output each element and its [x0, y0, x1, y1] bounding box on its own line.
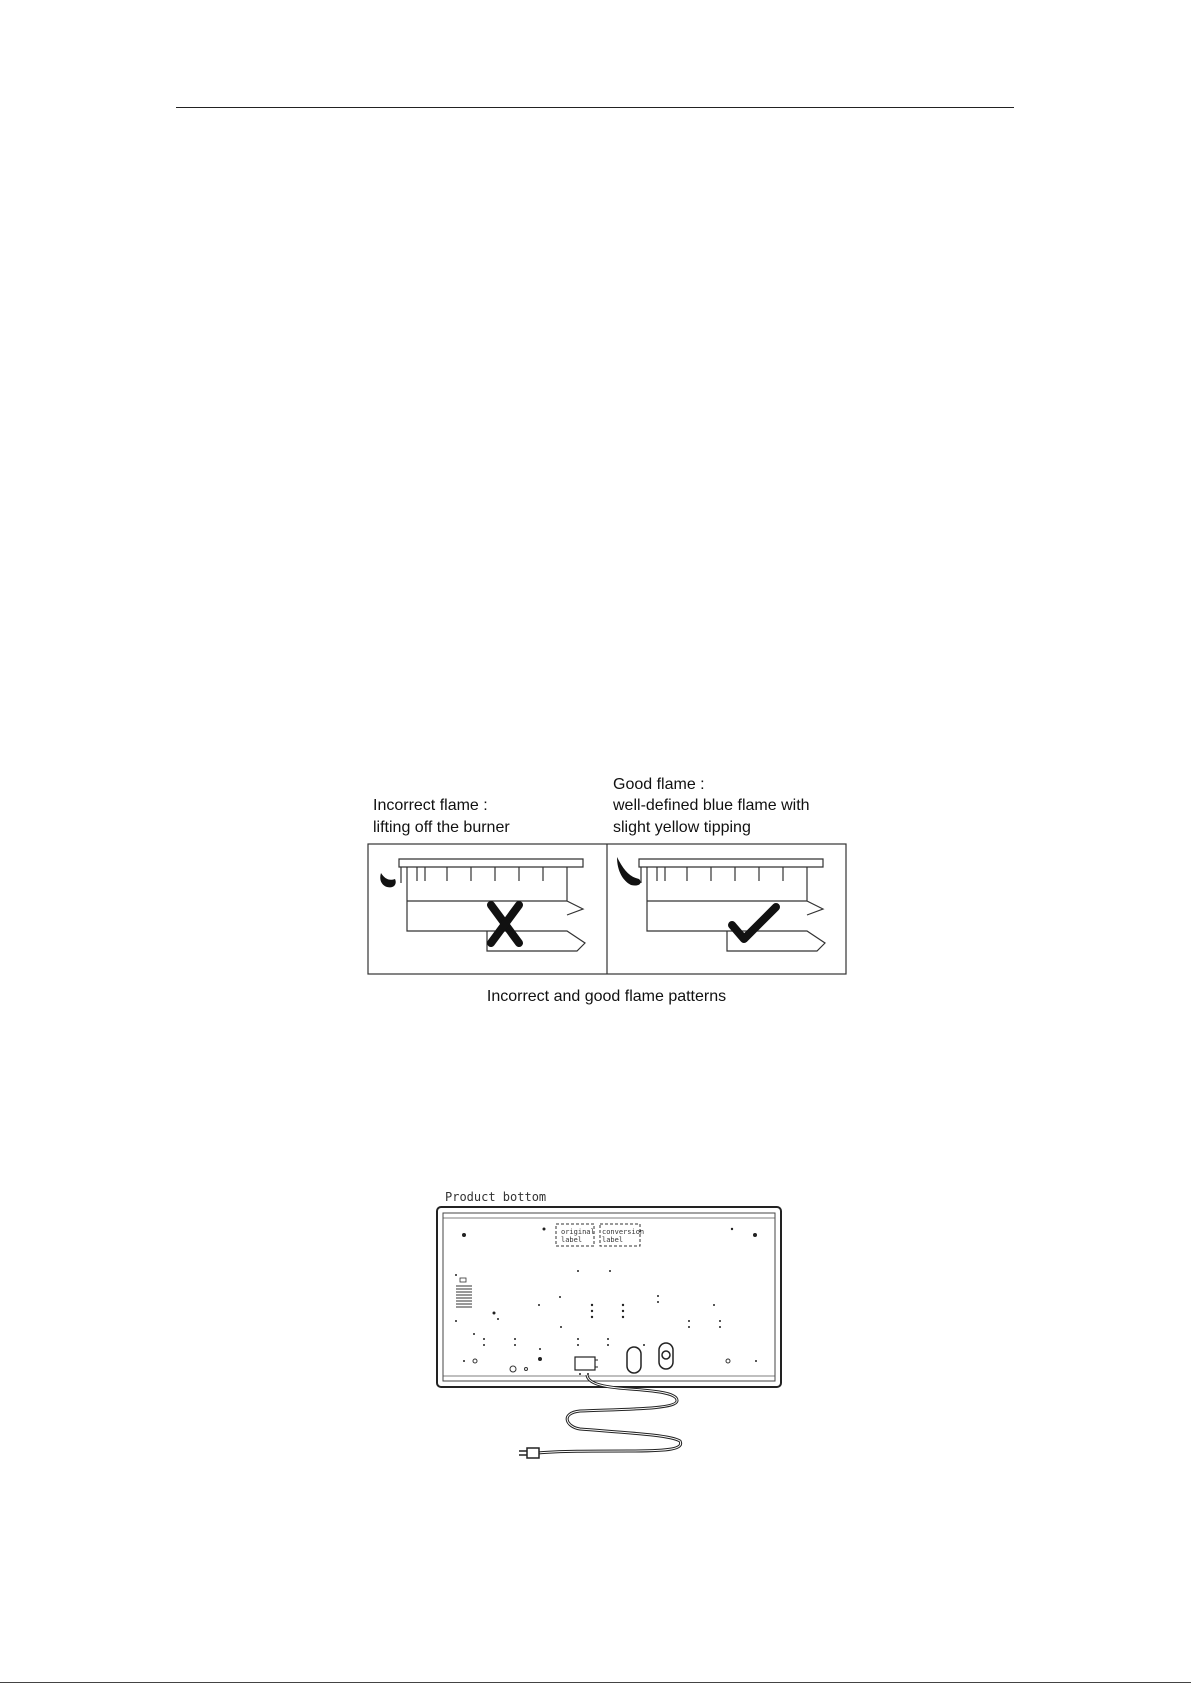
checkmark-icon: [732, 907, 776, 939]
good-burner-drawing: [639, 859, 825, 951]
good-flame-description-line2: slight yellow tipping: [613, 819, 751, 836]
footer-rule: [0, 1682, 1191, 1683]
good-flame-heading: Good flame :: [613, 776, 705, 793]
battery-box: [575, 1357, 595, 1370]
conversion-label-line1: conversion: [602, 1228, 645, 1236]
product-bottom-figure: [430, 1183, 790, 1473]
flame-pattern-figure: [367, 843, 847, 975]
oval-port-right: [659, 1343, 673, 1369]
lifted-flame-icon: [380, 873, 395, 887]
oval-port-left: [627, 1347, 641, 1373]
product-bottom-title: Product bottom: [445, 1190, 547, 1204]
header-rule: [176, 107, 1014, 108]
original-label-line1: original: [561, 1228, 595, 1236]
plug-icon: [519, 1448, 539, 1458]
incorrect-flame-description: lifting off the burner: [373, 819, 510, 836]
vent-grille: [456, 1286, 472, 1307]
conversion-label-line2: label: [602, 1236, 624, 1244]
original-label-line2: label: [561, 1236, 583, 1244]
flame-figure-caption: Incorrect and good flame patterns: [486, 988, 727, 1005]
incorrect-flame-heading: Incorrect flame :: [373, 797, 488, 814]
good-flame-icon: [617, 857, 641, 886]
cross-icon: [491, 905, 519, 943]
mounting-holes: [455, 1228, 757, 1363]
good-flame-description-line1: well-defined blue flame with: [613, 797, 810, 814]
